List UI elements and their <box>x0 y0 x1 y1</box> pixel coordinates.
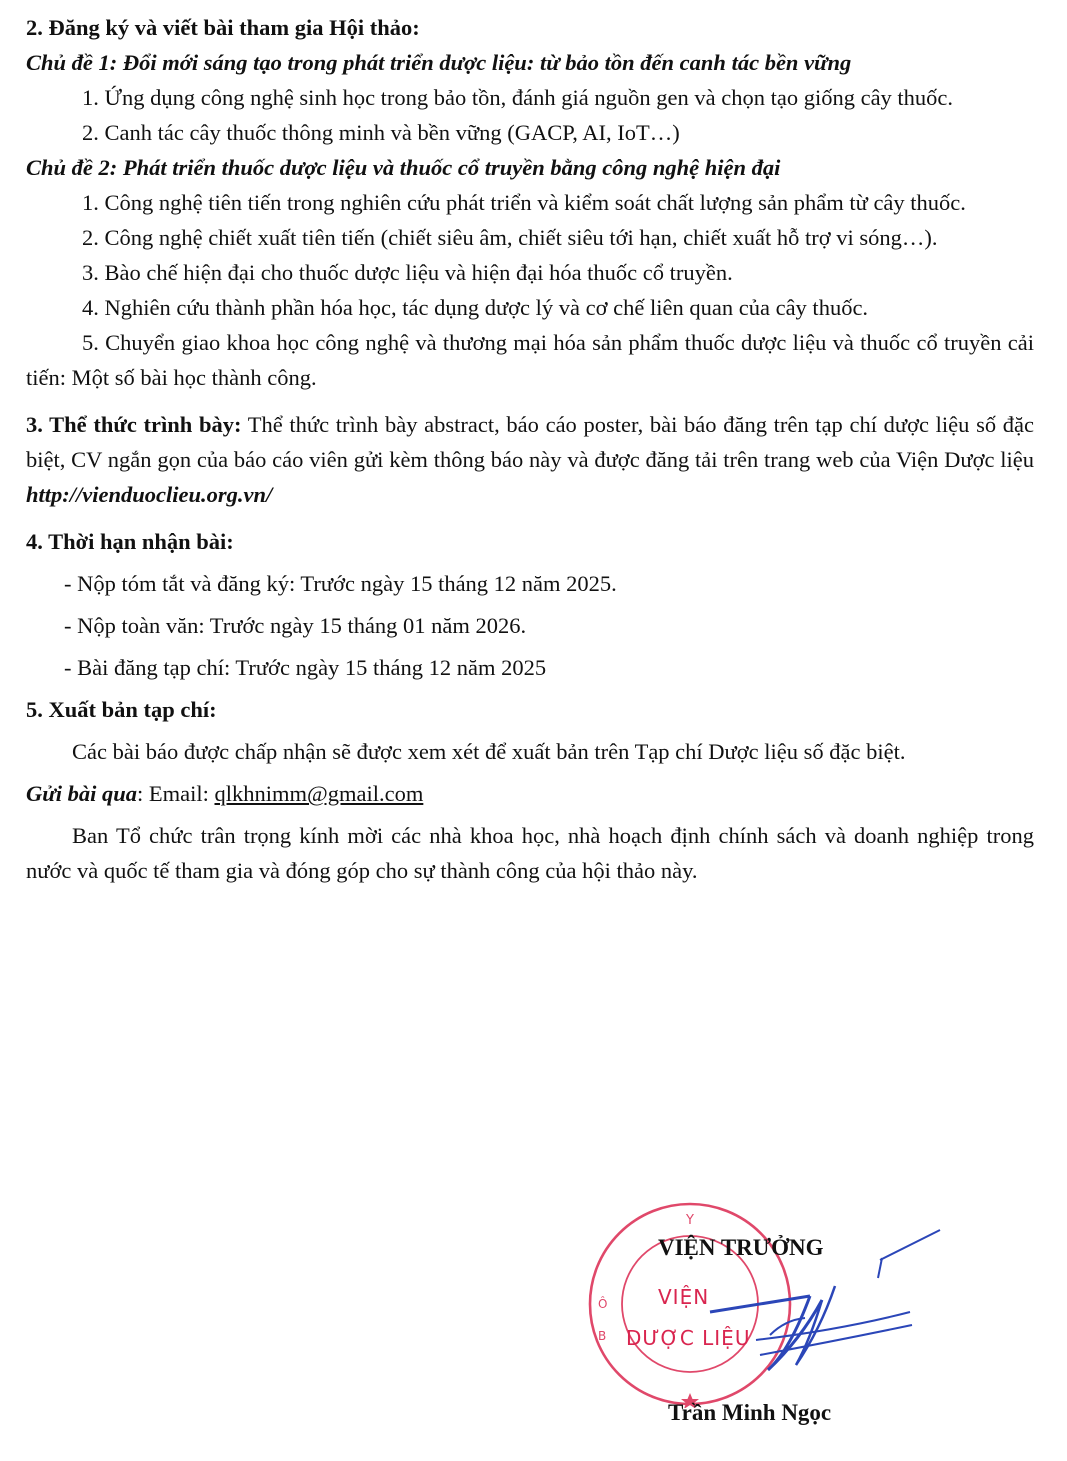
section-3-heading: 3. Thể thức trình bày: <box>26 412 242 437</box>
svg-text:B: B <box>598 1329 607 1343</box>
topic-1-item-1: 1. Ứng dụng công nghệ sinh học trong bảo tồn, đánh giá nguồn gen và chọn tạo giống cây thuốc. <box>82 85 954 110</box>
deadline-fulltext: - Nộp toàn văn: Trước ngày 15 tháng 01 năm 2026. <box>64 613 527 638</box>
signer-name: Trần Minh Ngọc <box>668 1400 832 1425</box>
stamp-text-line-1: VIỆN <box>658 1285 710 1309</box>
section-5-heading: 5. Xuất bản tạp chí: <box>26 697 217 722</box>
deadline-abstract: - Nộp tóm tắt và đăng ký: Trước ngày 15 tháng 12 năm 2025. <box>64 571 617 596</box>
stamp-text-line-2: DƯỢC LIỆU <box>626 1326 751 1350</box>
topic-2-item-2: 2. Công nghệ chiết xuất tiên tiến (chiết siêu âm, chiết siêu tới hạn, chiết xuất hỗ trợ vi sóng…). <box>82 225 938 250</box>
submission-label: Gửi bài qua <box>26 781 137 806</box>
topic-2-item-4: 4. Nghiên cứu thành phần hóa học, tác dụng dược lý và cơ chế liên quan của cây thuốc. <box>82 295 869 320</box>
document-page <box>26 10 1034 888</box>
topic-2-title: Chủ đề 2: Phát triển thuốc dược liệu và thuốc cổ truyền bằng công nghệ hiện đại <box>26 155 781 180</box>
section-5-text: Các bài báo được chấp nhận sẽ được xem xét để xuất bản trên Tạp chí Dược liệu số đặc biệt. <box>72 739 906 764</box>
topic-2-item-5: 5. Chuyển giao khoa học công nghệ và thương mại hóa sản phẩm thuốc dược liệu và thuốc cổ truyền cải tiến: Một số bài học thành công. <box>26 330 1034 390</box>
signature-title: VIỆN TRƯỞNG <box>658 1235 824 1260</box>
submission-prefix: : Email: <box>137 781 215 806</box>
section-3-paragraph <box>26 407 1034 512</box>
signature-block <box>560 1200 960 1450</box>
submission-line <box>26 776 1034 811</box>
deadline-journal: - Bài đăng tạp chí: Trước ngày 15 tháng 12 năm 2025 <box>64 655 547 680</box>
website-link[interactable]: http://vienduoclieu.org.vn/ <box>26 482 273 507</box>
section-4-heading: 4. Thời hạn nhận bài: <box>26 529 234 554</box>
topic-1-title: Chủ đề 1: Đổi mới sáng tạo trong phát triển dược liệu: từ bảo tồn đến canh tác bền vững <box>26 50 852 75</box>
email-link[interactable]: qlkhnimm@gmail.com <box>214 781 424 806</box>
topic-1-item-2: 2. Canh tác cây thuốc thông minh và bền vững (GACP, AI, IoT…) <box>82 120 680 145</box>
topic-2-item-1: 1. Công nghệ tiên tiến trong nghiên cứu phát triển và kiểm soát chất lượng sản phẩm từ cây thuốc. <box>82 190 966 215</box>
closing-paragraph: Ban Tổ chức trân trọng kính mời các nhà khoa học, nhà hoạch định chính sách và doanh nghiệp trong nước và quốc tế tham gia và đóng góp cho sự thành công của hội thảo này. <box>26 823 1034 883</box>
topic-2-item-3: 3. Bào chế hiện đại cho thuốc dược liệu và hiện đại hóa thuốc cổ truyền. <box>82 260 733 285</box>
section-3-text: Thể thức trình bày abstract, báo cáo poster, bài báo đăng trên tạp chí dược liệu số đặc biệt, CV ngắn gọn của báo cáo viên gửi kèm thông báo này và được đăng tải trên trang web của Viện Dược liệu <box>26 412 1035 472</box>
svg-text:Ô: Ô <box>598 1297 608 1311</box>
svg-text:Y: Y <box>686 1213 694 1228</box>
section-2-heading: 2. Đăng ký và viết bài tham gia Hội thảo: <box>26 15 420 40</box>
